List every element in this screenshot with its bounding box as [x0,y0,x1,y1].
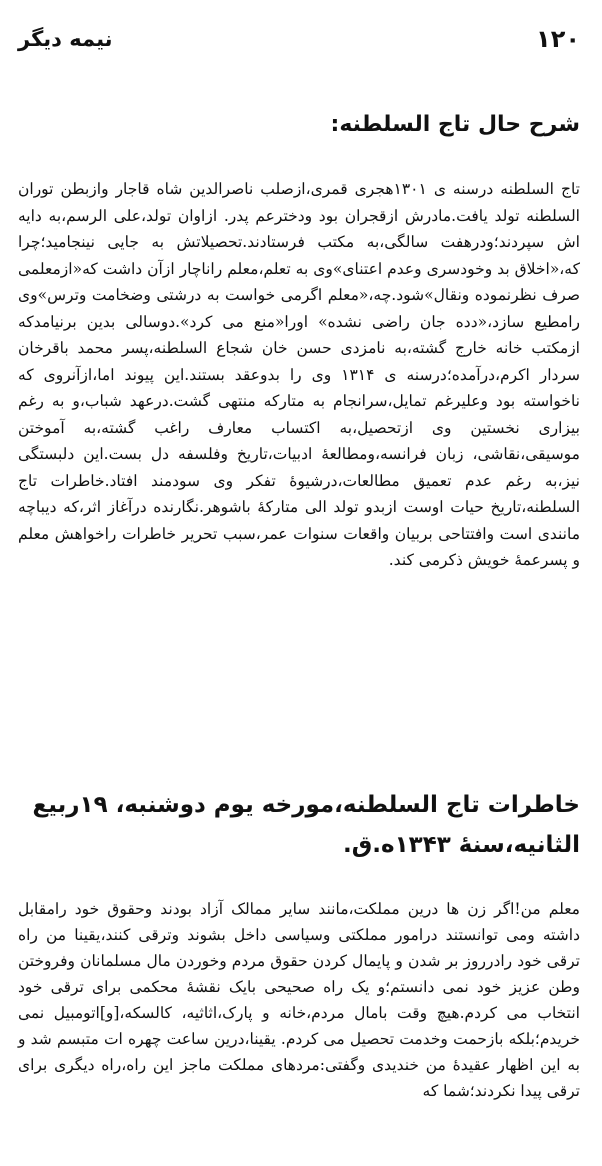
memoir-heading: خاطرات تاج السلطنه،مورخه یوم دوشنبه، ۱۹ربیع الثانیه،سنهٔ ۱۳۴۳ه.ق. [32,792,580,858]
biography-heading: شرح حال تاج السلطنه: [330,112,580,137]
memoir-paragraph: معلم من!اگر زن ها درین مملکت،مانند سایر ممالک آزاد بودند وحقوق خود رامقابل داشته ومی توانستند درامور مملکتی وسیاسی داخل بشوند وترقی کنند،یقینا من راه ترقی خود رادرروز بر شدن و پایمال کردن حقوق مردم وخوردن مال مسلمانان وفروختن وطن عزیز خود نمی دانستم؛و یک راه صحیحی بایک نقشهٔ محکمی برای ترقی خود انتخاب می کردم.هیچ وقت بامال مردم،خانه و پارک،اثاثیه، کالسکه،[و]اتومبیل نمی خریدم؛بلکه بازحمت وخدمت تحصیل می کردم. یقینا،درین ساعت چهره ات متبسم شد و به این اظهار عقیدهٔ من خندیدی وگفتی:مردهای مملکت ماجز این راه،راه دیگری برای ترقی پیدا نکردند؛شما که [18,900,580,1100]
running-title: نیمه دیگر [18,27,113,51]
biography-paragraph: تاج السلطنه درسنه ی ۱۳۰۱هجری قمری،ازصلب ناصرالدین شاه قاجار وازبطن توران السلطنه تولد یافت.مادرش ازقجران بود ودخترعم پدر. ازاوان تولد،علی الرسم،به دایه اش سپردند؛ودرهفت سالگی،به مکتب فرستادند.تحصیلاتش به جایی نینجامید؛چرا که،«اخلاق بد وخودسری وعدم اعتنای»وی به تعلم،معلم راناچار ازآن داشت که«ازمعلمی صرف نظرنموده ونقال»شود.چه،«معلم اگرمی خواست به درشتی وضخامت وترس»وی رامطیع سازد،«دده جان راضی نشده» اورا«منع می کرد».دوسالی بدین برنیامدکه ازمکتب خانه خارج گشته،به نامزدی حسن خان شجاع السلطنه،پسر محمد باقرخان سردار اکرم،درآمده؛درسنه ی ۱۳۱۴ وی را بدوعقد بستند.این پیوند اما،ازآنروی که ناخواسته بود وعلیرغم تمایل،سرانجام به متارکه منتهی گشت.درعهد شباب،و به رغم بیزاری نخستین وی ازتحصیل،به اکتساب معارف راغب گشته،به آموختن موسیقی،نقاشی، زبان فرانسه،ومطالعهٔ ادبیات،تاریخ وفلسفه دل بست.این دلبستگی نیز،به رغم عدم تعمیق مطالعات،درشیوهٔ تفکر وی سودمند افتاد.خاطرات تاج السلطنه،تاریخ حیات اوست ازبدو تولد الی متارکهٔ باشوهر.نگارنده درآغاز اثر،که دیباچه مانندی است وافتتاحی بربیان واقعات سنوات عمر،سبب تحریر خاطرات راخواهش معلم و پسرعمهٔ خویش ذکرمی کند. [18,180,580,569]
page-header [18,22,580,56]
page-number: ۱۲۰ [536,25,580,53]
